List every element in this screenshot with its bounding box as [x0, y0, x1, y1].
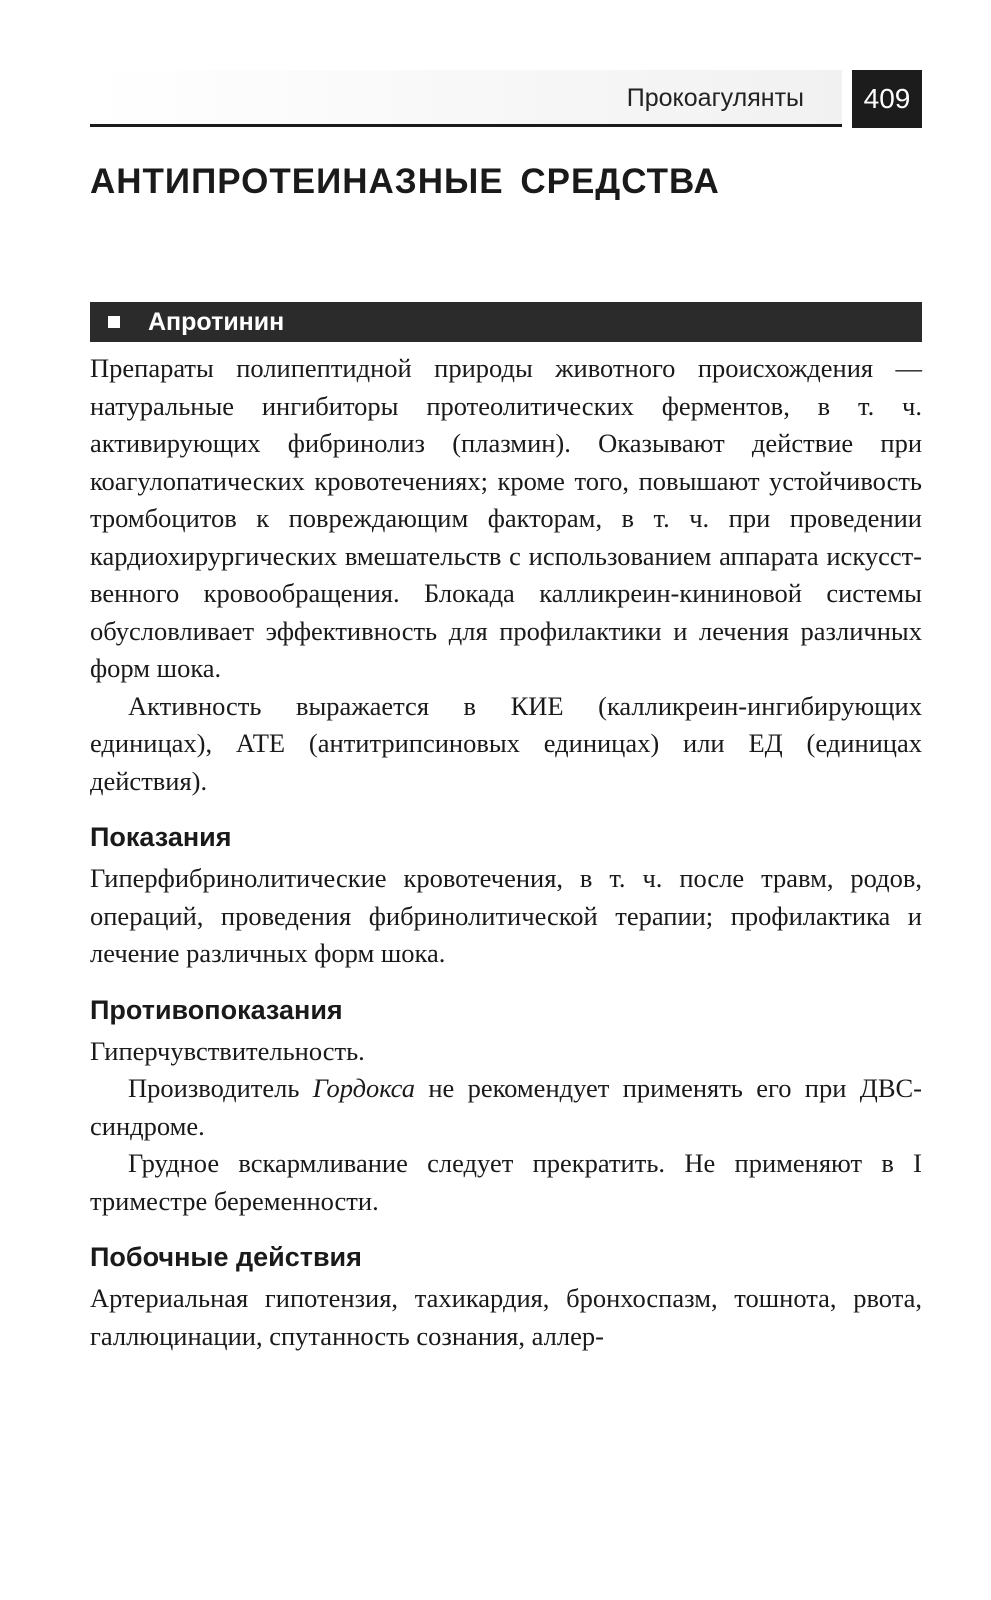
contraindications-paragraph-2: [90, 1070, 922, 1145]
side-effects-heading: Побочные действия: [90, 1242, 362, 1272]
contraindications-heading: Противопоказания: [90, 994, 343, 1025]
side-effects-text: Артериальная гипотензия, тахикардия, бронхоспазм, тошнота, рвота, галлюцинации, спутанность сознания, аллер-: [90, 1283, 922, 1351]
contraindications-text-before: Производитель: [128, 1073, 313, 1103]
indications-text: Гиперфибринолитические кровотечения, в т. ч. после травм, родов, операций, проведения фибринолитической терапии; профилактика и лечение различных форм шока.: [90, 863, 922, 968]
contraindications-paragraph-1: Гиперчувствительность.: [90, 1035, 365, 1066]
intro-paragraph-1: Препараты полипептидной природы животного происхождения — натуральные ингибиторы протеолитических ферментов, в т. ч. активирующих фибринолиз (плазмин). Оказывают действие при коагулопатических кровотечениях; кроме того, повышают устойчивость тромбоцитов к повреждающим факторам, в т. ч. при проведении кардиохирургических вмешательств с использованием аппарата искусственного кровообращения. Блокада калликреин-кининовой системы обусловливает эффективность для профилактики и лечения различных форм шока.: [90, 353, 922, 683]
contraindications-paragraph-3: Грудное вскармливание следует прекратить. Не применяют в I триместре беременности.: [90, 1148, 922, 1216]
indications-heading: Показания: [90, 822, 232, 852]
section-title: Апротинин: [148, 308, 285, 336]
running-head: [90, 70, 922, 128]
contraindications-text-after: не рекомендует применять его при ДВС-синдроме.: [90, 1073, 922, 1141]
book-page: [90, 70, 922, 1355]
intro-paragraph-2: Активность выражается в КИЕ (калликреин-ингибирующих единицах), АТЕ (антитрипсиновых единицах) или ЕД (единицах действия).: [90, 690, 922, 796]
running-head-title: Прокоагулянты: [626, 84, 804, 112]
drug-name-italic: Гордокса: [312, 1073, 415, 1103]
section-bar: [90, 302, 922, 342]
page-number: 409: [852, 70, 922, 128]
chapter-title: АНТИПРОТЕИНАЗНЫЕ СРЕДСТВА: [90, 162, 720, 201]
square-icon: [108, 316, 120, 328]
